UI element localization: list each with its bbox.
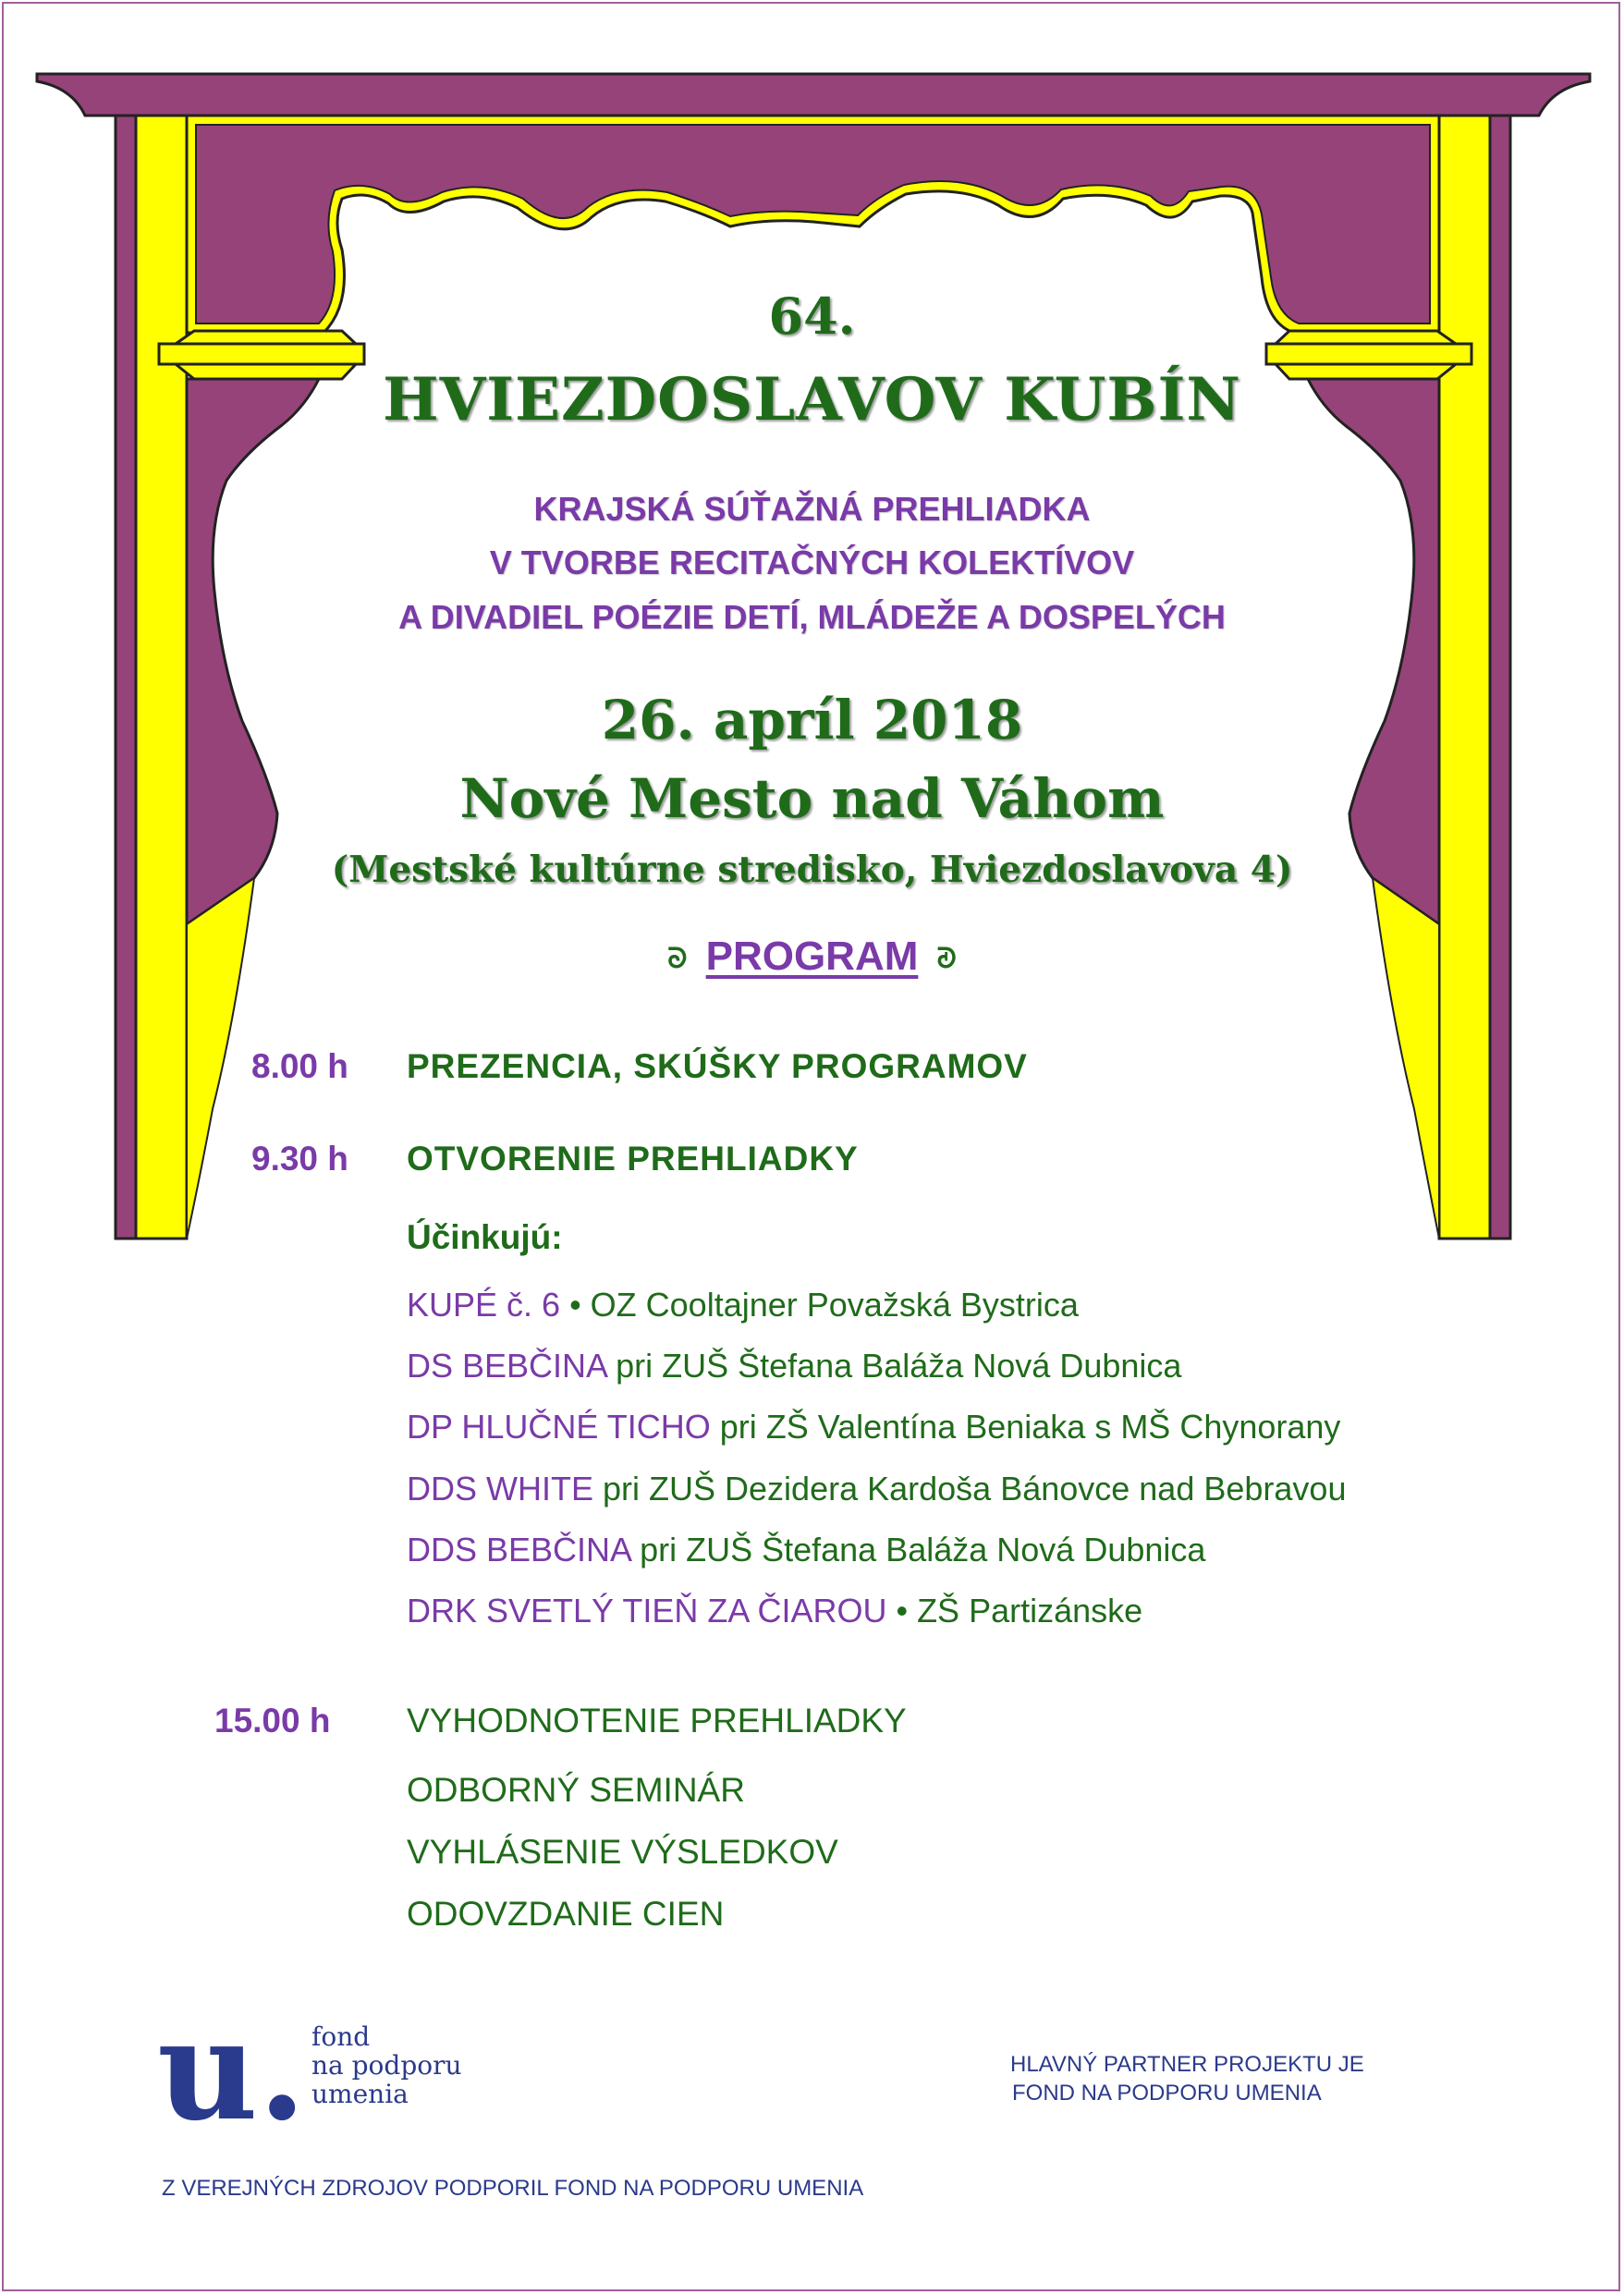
performer-sep: [630, 1531, 640, 1569]
performer-row: [407, 1592, 1142, 1630]
performer-org: ZŠ Partizánske: [917, 1592, 1143, 1630]
left-pillar-gold: [136, 116, 187, 1239]
subtitle-line-2: V TVORBE RECITAČNÝCH KOLEKTÍVOV: [489, 543, 1135, 581]
performer-org: pri ZUŠ Štefana Baláža Nová Dubnica: [640, 1531, 1206, 1569]
ornament-left-icon: ᘐ: [667, 942, 688, 975]
logo-line: umenia: [311, 2079, 409, 2109]
subtitle-line-3: A DIVADIEL POÉZIE DETÍ, MLÁDEŽE A DOSPELÝCH: [398, 598, 1226, 636]
performer-name: DP HLUČNÉ TICHO: [407, 1408, 711, 1446]
session-time: 9.30 h: [251, 1140, 348, 1178]
event-title: HVIEZDOSLAVOV KUBÍN: [383, 365, 1241, 434]
performer-name: DDS WHITE: [407, 1470, 593, 1508]
session-time: 8.00 h: [251, 1047, 348, 1085]
closing-item: ODOVZDANIE CIEN: [407, 1895, 725, 1933]
ornament-right-icon: ᘑ: [936, 942, 957, 975]
closing-time: 15.00 h: [214, 1702, 331, 1740]
performer-name: DDS BEBČINA: [407, 1531, 631, 1569]
curtain-top-bar: [37, 74, 1590, 116]
subtitle-line-1: KRAJSKÁ SÚŤAŽNÁ PREHLIADKA: [533, 490, 1091, 528]
performer-org: pri ZUŠ Štefana Baláža Nová Dubnica: [616, 1347, 1182, 1385]
left-pillar-outer: [116, 116, 136, 1239]
edition-number: 64.: [768, 287, 856, 346]
session-label: PREZENCIA, SKÚŠKY PROGRAMOV: [407, 1047, 1028, 1085]
performer-row: [407, 1470, 1346, 1508]
logo-line: fond: [311, 2021, 371, 2052]
right-drape-gold: [1373, 878, 1439, 1239]
right-bracket: [1266, 344, 1471, 364]
session-label: OTVORENIE PREHLIADKY: [407, 1140, 859, 1178]
left-bracket: [159, 344, 364, 364]
fund-logo-text: [311, 2022, 462, 2108]
performer-name: DS BEBČINA: [407, 1347, 607, 1385]
program-label: PROGRAM: [705, 934, 919, 979]
event-venue: (Mestské kultúrne stredisko, Hviezdoslavova 4): [331, 848, 1293, 891]
right-drape: [1308, 379, 1439, 924]
performer-sep: •: [560, 1286, 591, 1324]
performer-sep: •: [886, 1592, 918, 1630]
fund-logo-mark: u.: [157, 1989, 307, 2152]
left-drape: [187, 379, 319, 924]
performer-org: pri ZUŠ Dezidera Kardoša Bánovce nad Bebravou: [603, 1470, 1347, 1508]
performer-row: [407, 1286, 1079, 1325]
partner-line: FOND NA PODPORU UMENIA: [1012, 2081, 1322, 2106]
partner-line: HLAVNÝ PARTNER PROJEKTU JE: [1010, 2052, 1364, 2077]
program-heading: [0, 934, 1624, 980]
support-note: Z VEREJNÝCH ZDROJOV PODPORIL FOND NA PODPORU UMENIA: [162, 2176, 864, 2201]
performer-name: DRK SVETLÝ TIEŇ ZA ČIAROU: [407, 1592, 887, 1630]
logo-line: na podporu: [311, 2050, 462, 2081]
performer-row: [407, 1408, 1340, 1447]
closing-item: VYHLÁSENIE VÝSLEDKOV: [407, 1833, 838, 1871]
performer-row: [407, 1531, 1205, 1569]
closing-item: ODBORNÝ SEMINÁR: [407, 1771, 745, 1809]
performer-name: KUPÉ č. 6: [407, 1286, 561, 1324]
performer-sep: [606, 1347, 616, 1385]
performer-sep: [593, 1470, 603, 1508]
right-pillar-outer: [1490, 116, 1510, 1239]
performers-heading: Účinkujú:: [407, 1218, 563, 1256]
performer-row: [407, 1347, 1181, 1386]
performer-org: OZ Cooltajner Považská Bystrica: [590, 1286, 1079, 1324]
closing-item: VYHODNOTENIE PREHLIADKY: [407, 1702, 907, 1740]
left-drape-gold: [187, 878, 254, 1239]
right-pillar-gold: [1439, 116, 1490, 1239]
event-place: Nové Mesto nad Váhom: [459, 767, 1165, 830]
performer-sep: [711, 1408, 720, 1446]
event-date: 26. apríl 2018: [601, 689, 1023, 751]
performer-org: pri ZŠ Valentína Beniaka s MŠ Chynorany: [719, 1408, 1341, 1446]
